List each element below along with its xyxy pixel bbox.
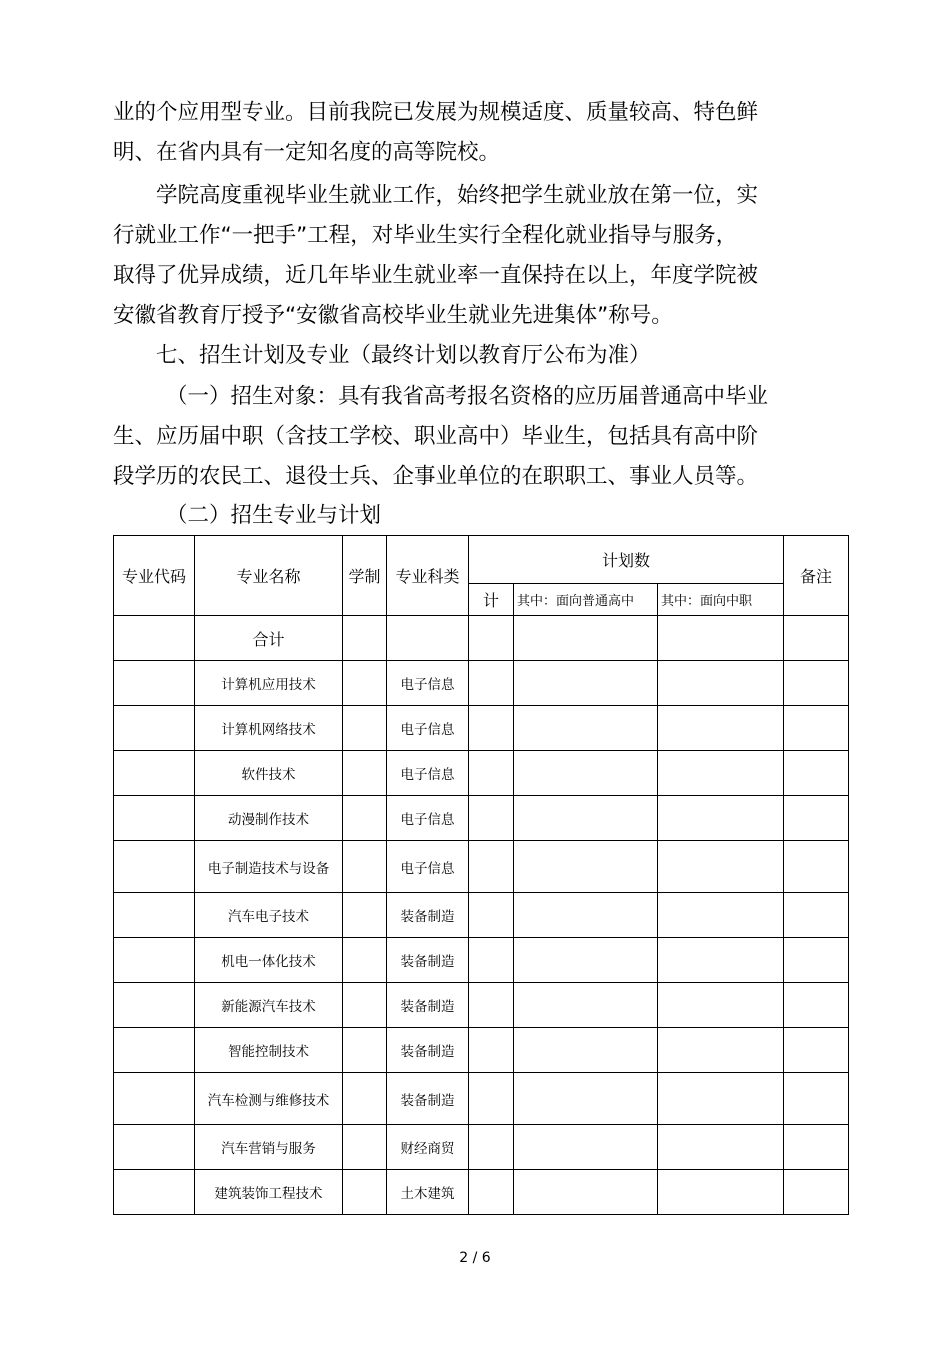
- cell-code: [114, 706, 195, 751]
- cell-duration: [343, 706, 387, 751]
- table-row: [114, 938, 849, 983]
- cell-notes: [784, 841, 849, 893]
- text-line: 学院高度重视毕业生就业工作，始终把学生就业放在第一位，实: [156, 183, 759, 208]
- cell-general: [514, 661, 658, 706]
- cell-general: [514, 938, 658, 983]
- cell-code: [114, 616, 195, 661]
- cell-notes: [784, 616, 849, 661]
- cell-category: 电子信息: [387, 706, 469, 751]
- cell-total: [469, 1125, 514, 1170]
- cell-duration: [343, 751, 387, 796]
- header-row: [114, 536, 849, 584]
- cell-total: [469, 841, 514, 893]
- cell-duration: [343, 983, 387, 1028]
- header-plan: 计划数: [469, 536, 784, 584]
- targets-paragraph: [113, 377, 853, 497]
- cell-category: 电子信息: [387, 661, 469, 706]
- intro-paragraph: [113, 93, 853, 173]
- cell-code: [114, 751, 195, 796]
- header-category: 专业科类: [387, 536, 469, 616]
- cell-duration: [343, 893, 387, 938]
- cell-notes: [784, 706, 849, 751]
- cell-total: [469, 661, 514, 706]
- table-row: [114, 893, 849, 938]
- cell-notes: [784, 796, 849, 841]
- cell-total: [469, 706, 514, 751]
- cell-category: 装备制造: [387, 938, 469, 983]
- employment-paragraph: [113, 176, 853, 336]
- cell-category: 装备制造: [387, 1073, 469, 1125]
- cell-name: 动漫制作技术: [195, 796, 343, 841]
- cell-vocational: [658, 893, 784, 938]
- text-line: 安徽省教育厅授予“安徽省高校毕业生就业先进集体”称号。: [113, 303, 673, 328]
- cell-name: 建筑装饰工程技术: [195, 1170, 343, 1215]
- cell-category: 装备制造: [387, 893, 469, 938]
- text-line: 行就业工作“一把手”工程，对毕业生实行全程化就业指导与服务，: [113, 223, 738, 248]
- header-code: 专业代码: [114, 536, 195, 616]
- cell-notes: [784, 751, 849, 796]
- table-row: [114, 1073, 849, 1125]
- cell-vocational: [658, 616, 784, 661]
- table-row: [114, 1170, 849, 1215]
- cell-name: 汽车检测与维修技术: [195, 1073, 343, 1125]
- cell-category: 土木建筑: [387, 1170, 469, 1215]
- cell-name: 汽车电子技术: [195, 893, 343, 938]
- cell-general: [514, 841, 658, 893]
- cell-category: 电子信息: [387, 841, 469, 893]
- cell-general: [514, 751, 658, 796]
- cell-name: 智能控制技术: [195, 1028, 343, 1073]
- cell-category: 电子信息: [387, 796, 469, 841]
- cell-name: 软件技术: [195, 751, 343, 796]
- cell-vocational: [658, 1125, 784, 1170]
- cell-duration: [343, 1125, 387, 1170]
- cell-category: 电子信息: [387, 751, 469, 796]
- cell-general: [514, 983, 658, 1028]
- cell-duration: [343, 661, 387, 706]
- subheading-text: （二）招生专业与计划: [166, 503, 382, 528]
- text-line: 业的个应用型专业。目前我院已发展为规模适度、质量较高、特色鲜: [113, 100, 759, 125]
- cell-general: [514, 893, 658, 938]
- cell-notes: [784, 1073, 849, 1125]
- cell-vocational: [658, 983, 784, 1028]
- cell-general: [514, 1125, 658, 1170]
- cell-code: [114, 841, 195, 893]
- cell-general: [514, 1073, 658, 1125]
- cell-vocational: [658, 841, 784, 893]
- cell-notes: [784, 1028, 849, 1073]
- table-row: [114, 1028, 849, 1073]
- cell-code: [114, 1028, 195, 1073]
- cell-general: [514, 1028, 658, 1073]
- cell-total: [469, 893, 514, 938]
- cell-duration: [343, 796, 387, 841]
- table-row: [114, 751, 849, 796]
- cell-code: [114, 1125, 195, 1170]
- text-line: （一）招生对象：具有我省高考报名资格的应历届普通高中毕业: [166, 384, 769, 409]
- cell-general: [514, 796, 658, 841]
- header-general: 其中：面向普通高中: [514, 584, 658, 616]
- table-row: [114, 796, 849, 841]
- cell-code: [114, 661, 195, 706]
- cell-duration: [343, 1028, 387, 1073]
- cell-code: [114, 983, 195, 1028]
- table-row: [114, 661, 849, 706]
- cell-vocational: [658, 751, 784, 796]
- cell-code: [114, 938, 195, 983]
- total-label: 合计: [195, 616, 343, 661]
- cell-general: [514, 706, 658, 751]
- cell-duration: [343, 616, 387, 661]
- cell-name: 新能源汽车技术: [195, 983, 343, 1028]
- header-duration: 学制: [343, 536, 387, 616]
- cell-duration: [343, 1073, 387, 1125]
- cell-code: [114, 1073, 195, 1125]
- cell-vocational: [658, 706, 784, 751]
- cell-name: 计算机网络技术: [195, 706, 343, 751]
- page-number: 2 / 6: [459, 1250, 491, 1266]
- cell-vocational: [658, 1028, 784, 1073]
- header-total: 计: [469, 584, 514, 616]
- cell-duration: [343, 841, 387, 893]
- text-line: 明、在省内具有一定知名度的高等院校。: [113, 140, 501, 165]
- cell-category: [387, 616, 469, 661]
- enrollment-plan-table: [113, 535, 849, 1215]
- table-row: [114, 983, 849, 1028]
- cell-vocational: [658, 1073, 784, 1125]
- table-row: [114, 706, 849, 751]
- cell-name: 电子制造技术与设备: [195, 841, 343, 893]
- cell-notes: [784, 1170, 849, 1215]
- cell-total: [469, 1028, 514, 1073]
- text-line: 取得了优异成绩，近几年毕业生就业率一直保持在以上，年度学院被: [113, 263, 759, 288]
- cell-name: 计算机应用技术: [195, 661, 343, 706]
- text-line: 段学历的农民工、退役士兵、企事业单位的在职职工、事业人员等。: [113, 464, 759, 489]
- cell-total: [469, 1073, 514, 1125]
- cell-total: [469, 1170, 514, 1215]
- cell-total: [469, 751, 514, 796]
- header-notes: 备注: [784, 536, 849, 616]
- cell-vocational: [658, 796, 784, 841]
- table-row: [114, 1125, 849, 1170]
- cell-notes: [784, 893, 849, 938]
- cell-total: [469, 983, 514, 1028]
- cell-vocational: [658, 938, 784, 983]
- cell-code: [114, 1170, 195, 1215]
- cell-general: [514, 616, 658, 661]
- cell-category: 装备制造: [387, 1028, 469, 1073]
- section-heading: [113, 336, 853, 376]
- total-row: [114, 616, 849, 661]
- header-name: 专业名称: [195, 536, 343, 616]
- cell-category: 装备制造: [387, 983, 469, 1028]
- cell-notes: [784, 983, 849, 1028]
- cell-vocational: [658, 1170, 784, 1215]
- subheading: [113, 496, 853, 536]
- table-row: [114, 841, 849, 893]
- cell-name: 机电一体化技术: [195, 938, 343, 983]
- cell-code: [114, 796, 195, 841]
- text-line: 生、应历届中职（含技工学校、职业高中）毕业生，包括具有高中阶: [113, 424, 759, 449]
- cell-notes: [784, 938, 849, 983]
- cell-total: [469, 616, 514, 661]
- cell-vocational: [658, 661, 784, 706]
- cell-duration: [343, 1170, 387, 1215]
- cell-total: [469, 938, 514, 983]
- header-vocational: 其中：面向中职: [658, 584, 784, 616]
- cell-category: 财经商贸: [387, 1125, 469, 1170]
- cell-name: 汽车营销与服务: [195, 1125, 343, 1170]
- cell-code: [114, 893, 195, 938]
- cell-duration: [343, 938, 387, 983]
- cell-general: [514, 1170, 658, 1215]
- cell-total: [469, 796, 514, 841]
- cell-notes: [784, 1125, 849, 1170]
- section-heading-text: 七、招生计划及专业（最终计划以教育厅公布为准）: [156, 343, 651, 368]
- cell-notes: [784, 661, 849, 706]
